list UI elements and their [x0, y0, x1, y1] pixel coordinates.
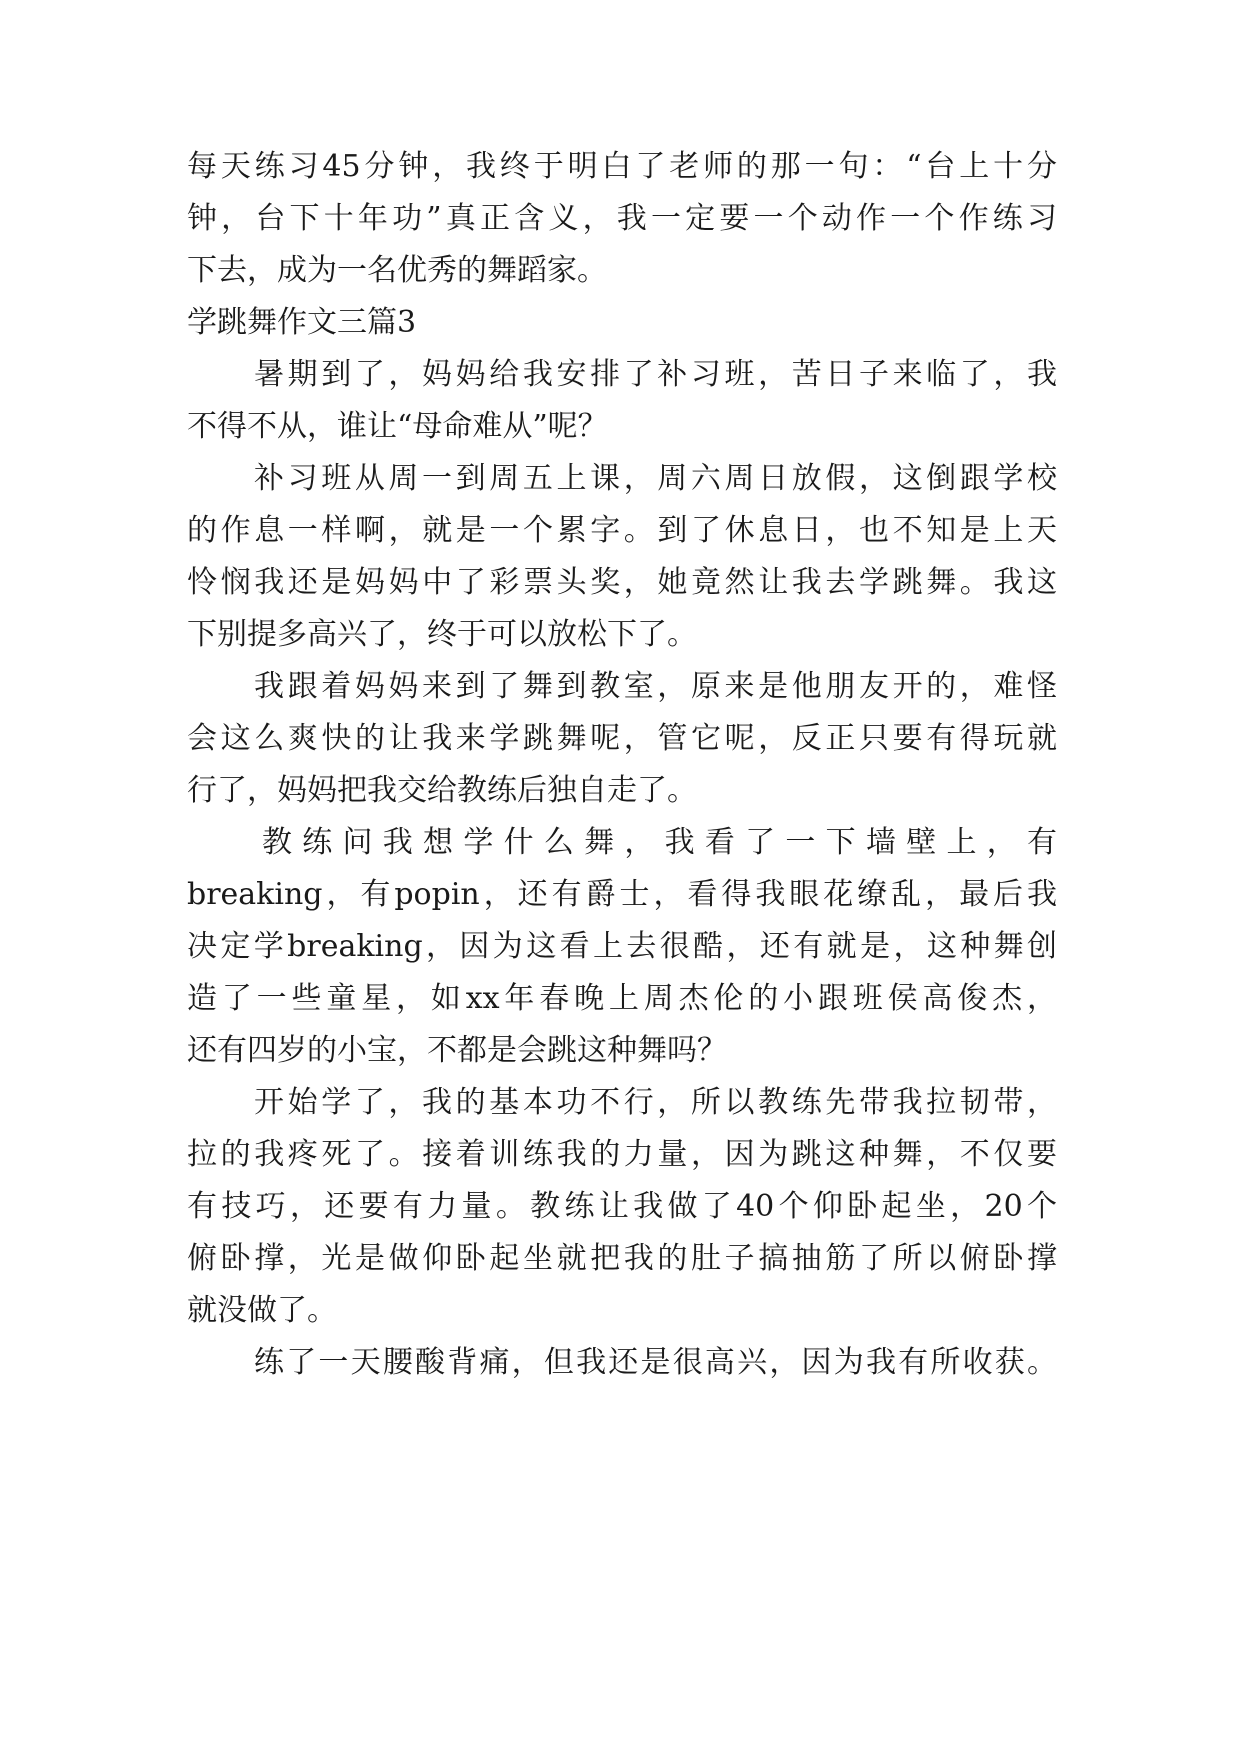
text-line: 钟，台下十年功”真正含义，我一定要一个动作一个作练习: [187, 201, 1057, 236]
text-line: 俯卧撑，光是做仰卧起坐就把我的肚子搞抽筋了所以俯卧撑: [187, 1241, 1057, 1276]
text-line: 拉的我疼死了。接着训练我的力量，因为跳这种舞，不仅要: [187, 1137, 1057, 1172]
text-line: 补习班从周一到周五上课，周六周日放假，这倒跟学校: [254, 461, 1057, 496]
text-line: 下别提多高兴了，终于可以放松下了。: [187, 617, 697, 652]
text-line: 造了一些童星，如xx年春晚上周杰伦的小跟班侯高俊杰，: [187, 981, 1057, 1016]
text-line: 教练问我想学什么舞，我看了一下墙壁上，有: [262, 825, 1057, 860]
text-line: 开始学了，我的基本功不行，所以教练先带我拉韧带，: [254, 1085, 1057, 1120]
text-line: 练了一天腰酸背痛，但我还是很高兴，因为我有所收获。: [254, 1345, 1057, 1380]
text-line: 有技巧，还要有力量。教练让我做了40个仰卧起坐，20个: [187, 1189, 1057, 1224]
text-line: 暑期到了，妈妈给我安排了补习班，苦日子来临了，我: [254, 357, 1057, 392]
text-line: 决定学breaking，因为这看上去很酷，还有就是，这种舞创: [187, 929, 1057, 964]
text-line: breaking，有popin，还有爵士，看得我眼花缭乱，最后我: [187, 877, 1057, 912]
text-line: 的作息一样啊，就是一个累字。到了休息日，也不知是上天: [187, 513, 1057, 548]
text-line: 我跟着妈妈来到了舞到教室，原来是他朋友开的，难怪: [254, 669, 1057, 704]
text-line: 每天练习45分钟，我终于明白了老师的那一句：“台上十分: [187, 149, 1057, 184]
section-heading: 学跳舞作文三篇3: [187, 305, 417, 340]
text-line: 怜悯我还是妈妈中了彩票头奖，她竟然让我去学跳舞。我这: [187, 565, 1057, 600]
text-line: 会这么爽快的让我来学跳舞呢，管它呢，反正只要有得玩就: [187, 721, 1057, 756]
text-line: 还有四岁的小宝，不都是会跳这种舞吗？: [187, 1033, 727, 1068]
text-line: 就没做了。: [187, 1293, 337, 1328]
text-line: 下去，成为一名优秀的舞蹈家。: [187, 253, 607, 288]
text-line: 行了，妈妈把我交给教练后独自走了。: [187, 773, 697, 808]
text-line: 不得不从，谁让“母命难从”呢？: [187, 409, 608, 444]
